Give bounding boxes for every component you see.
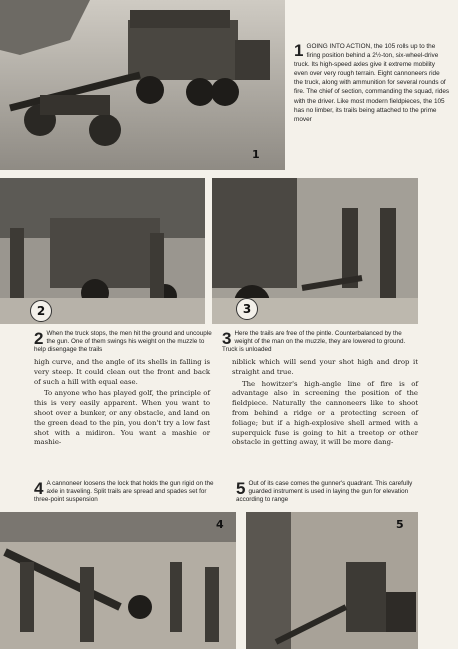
photo-number: 1 [252,148,260,161]
caption-number: 3 [222,329,232,348]
caption-text: Out of its case comes the gunner's quadrant. This carefully guarded instrument is used in laying the gun for elevation according to range [236,480,413,504]
caption-text: When the truck stops, the men hit the ground and uncouple the gun. One of them swings his weight on the muzzle to help disengage the trails [34,330,212,354]
caption-number: 2 [34,329,44,348]
photo-number: 4 [216,518,224,531]
caption-5 [236,480,418,505]
body-column-left [34,358,210,450]
photo-5-gunners-quadrant [246,512,418,649]
caption-2 [34,330,212,355]
body-paragraph: To anyone who has played golf, the principle of this is very easily apparent. When you want to shoot over a bunker, or any obstacle, and land on the green dead to the pin, you don't try a low fast shot with a midiron. You want a mashie or mashie- [34,389,210,447]
photo-4-cannoneer-loosening-lock [0,512,236,649]
caption-1 [294,42,450,124]
body-paragraph: niblick which will send your shot high and drop it straight and true. [232,358,418,376]
body-paragraph: The howitzer's high-angle line of fire is of advantage also in screening the position of the fieldpiece. Naturally the cannoneers like to shoot from behind a ridge or a protecting screen of foliage; but if a high-explosive shell armed with a superquick fuse is going to hit a treetop or other obstacle in getting away, it will be more dang- [232,379,418,447]
photo-1-truck-towing-howitzer [0,0,285,170]
photo-number: 5 [396,518,404,531]
caption-text: A cannoneer loosens the lock that holds the gun rigid on the axle in traveling. Split trails are spread and spades set for three-point suspension [34,480,214,504]
body-paragraph: high curve, and the angle of its shells in falling is very steep. It could clean out the front and back of such a hill with equal ease. [34,358,210,386]
body-column-right [232,358,418,450]
caption-4 [34,480,214,505]
photo-2-men-uncoupling-gun [0,178,205,324]
photo-number: 2 [30,300,52,322]
caption-number: 5 [236,479,246,498]
photo-number: 3 [236,298,258,320]
caption-text: Here the trails are free of the pintle. Counterbalanced by the weight of the man on the muzzle, they are lowered to ground. Truck is unloaded [222,330,406,354]
photo-3-trails-free-of-pintle [212,178,418,324]
caption-text: GOING INTO ACTION, the 105 rolls up to the firing position behind a 2½-ton, six-wheel-drive truck. Its high-speed axles give it extreme mobility even over very rough terrain. Eight cannoneers ride the truck, along with ammunition for several rounds of fire. The chief of section, commanding the squad, rides with the driver. Like most modern fieldpieces, the 105 has no limber, its trails being attached to the prime mover [294,43,450,123]
caption-number: 1 [294,41,304,60]
caption-3 [222,330,418,355]
caption-number: 4 [34,479,44,498]
